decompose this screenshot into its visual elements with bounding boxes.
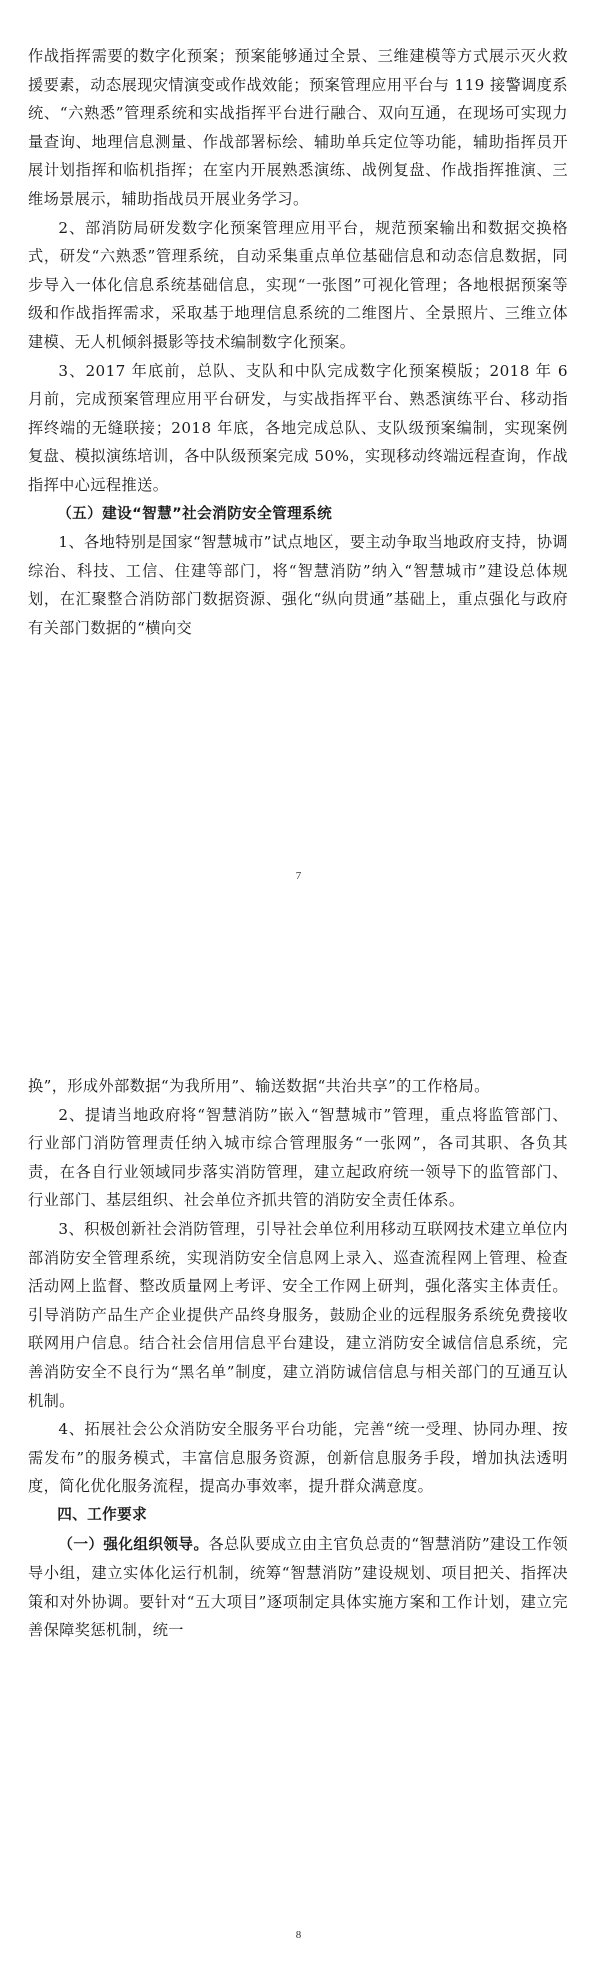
section-heading-work-requirements: 四、工作要求 (57, 1505, 148, 1523)
subheading-organization-leadership: （一）强化组织领导。 (58, 1535, 209, 1553)
paragraph-continuation: 换”，形成外部数据“为我所用”、输送数据“共治共享”的工作格局。 (28, 1077, 490, 1095)
paragraph-digital-plan-display: 作战指挥需要的数字化预案；预案能够通过全景、三维建模等方式展示灭火救援要素，动态展现灾情演变或作战效能；预案管理应用平台与 119 接警调度系统、“六熟悉”管理系统和实战指挥平台进行融合、双向互通，在现场可实现力量查询、地理信息测量、作战部署标绘、辅助单兵定位等功能，辅助指挥员开展计划指挥和临机指挥；在室内开展熟悉演练、战例复盘、作战指挥推演、三维场景展示，辅助指战员开展业务学习。 (28, 47, 568, 208)
paragraph-item-1-smart-city: 1、各地特别是国家“智慧城市”试点地区，要主动争取当地政府支持，协调综治、科技、工信、住建等部门，将“智慧消防”纳入“智慧城市”建设总体规划，在汇聚整合消防部门数据资源、强化“纵向贯通”基础上，重点强化与政府有关部门数据的“横向交 (28, 533, 568, 637)
organization-leadership-body: 各总队要成立由主官负总责的“智慧消防”建设工作领导小组，建立实体化运行机制，统筹“智慧消防”建设规划、项目把关、指挥决策和对外协调。要针对“五大项目”逐项制定具体实施方案和工作计划，建立完善保障奖惩机制，统一 (28, 1534, 568, 1640)
paragraph-item-3-social-management: 3、积极创新社会消防管理，引导社会单位利用移动互联网技术建立单位内部消防安全管理系统，实现消防安全信息网上录入、巡查流程网上管理、检查活动网上监督、整改质量网上考评、安全工作网上研判，强化落实主体责任。引导消防产品生产企业提供产品终身服务，鼓励企业的远程服务系统免费接收联网用户信息。结合社会信用信息平台建设，建立消防安全诚信信息系统，完善消防安全不良行为“黑名单”制度，建立消防诚信信息与相关部门的互通互认机制。 (28, 1219, 568, 1410)
page-7-body (28, 42, 568, 642)
paragraph-item-2-city-management: 2、提请当地政府将“智慧消防”嵌入“智慧城市”管理，重点将监管部门、行业部门消防管理责任纳入城市综合管理服务“一张网”，各司其职、各负其责，在各自行业领域同步落实消防管理，建立起政府统一领导下的监管部门、行业部门、基层组织、社会单位齐抓共管的消防安全责任体系。 (28, 1105, 568, 1210)
paragraph-organization-leadership (28, 1530, 568, 1645)
page-number: 8 (295, 1929, 302, 1941)
page-8-body (28, 1072, 568, 1645)
document-page-8 (0, 987, 597, 1974)
paragraph-item-3-timeline: 3、2017 年底前，总队、支队和中队完成数字化预案模版；2018 年 6 月前，完成预案管理应用平台研发，与实战指挥平台、熟悉演练平台、移动指挥终端的无缝联接；2018 年底，各地完成总队、支队级预案编制，实现案例复盘、模拟演练培训，各中队级预案完成 50%，实现移动终端远程查询，作战指挥中心远程推送。 (28, 361, 568, 494)
section-heading-five: （五）建设“智慧”社会消防安全管理系统 (57, 504, 333, 522)
paragraph-item-4-public-service: 4、拓展社会公众消防安全服务平台功能，完善“统一受理、协同办理、按需发布”的服务模式，丰富信息服务资源，创新信息服务手段，增加执法透明度，简化优化服务流程，提高办事效率，提升群众满意度。 (28, 1420, 568, 1496)
page-number: 7 (295, 870, 302, 882)
paragraph-item-2-plan-platform: 2、部消防局研发数字化预案管理应用平台，规范预案输出和数据交换格式，研发“六熟悉”管理系统，自动采集重点单位基础信息和动态信息数据，同步导入一体化信息系统基础信息，实现“一张图”可视化管理；各地根据预案等级和作战指挥需求，采取基于地理信息系统的二维图片、全景照片、三维立体建模、无人机倾斜摄影等技术编制数字化预案。 (28, 218, 568, 351)
